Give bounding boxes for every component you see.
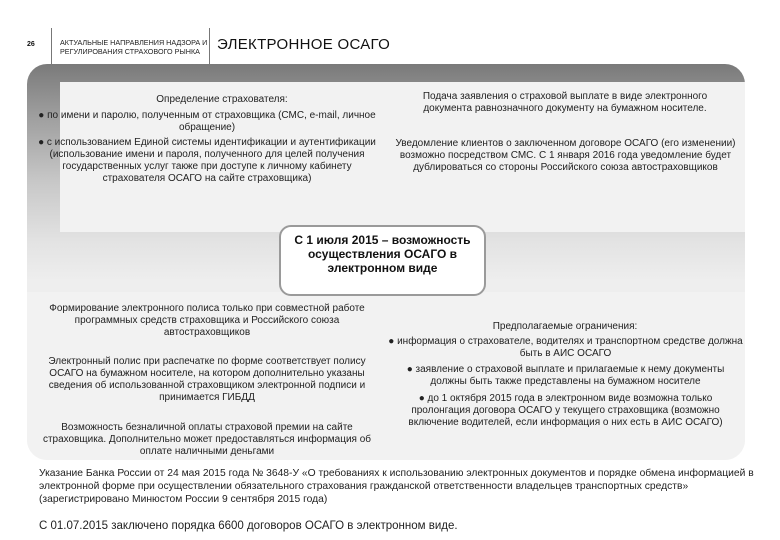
page-number: 26 [27, 41, 35, 48]
bottom-right-bullet-2: ● заявление о страховой выплате и прилагаемые к нему документы должны быть также представлены на бумажном носителе [406, 364, 725, 387]
regulation-reference: Указание Банка России от 24 мая 2015 года № 3648-У «О требованиях к использованию электронных документов и порядке обмена информацией в электронной форме при осуществлении обязательного страхования гражданской ответственности владельцев транспортных средств» (зарегистрировано Минюстом России 9 сентября 2015 года) [39, 468, 754, 505]
section-title [60, 38, 210, 56]
top-left-bullet-2: ● с использованием Единой системы идентификации и аутентификации (использование имени и пароля, полученного для целей получения государственных услуг также при доступе к личному кабинету страхователя ОСАГО на сайте страховщика) [38, 137, 376, 184]
top-right-para-1: Подача заявления о страховой выплате в виде электронного документа равнозначного документу на бумажном носителе. [422, 91, 708, 114]
section-title-line2: РЕГУЛИРОВАНИЯ СТРАХОВОГО РЫНКА [60, 47, 200, 56]
bottom-right-heading: Предполагаемые ограничения: [492, 321, 638, 332]
bottom-right-bullet-1: ● информация о страхователе, водителях и транспортном средстве должна быть в АИС ОСАГО [388, 336, 743, 359]
header-divider-left [51, 28, 52, 64]
section-title-line1: АКТУАЛЬНЫЕ НАПРАВЛЕНИЯ НАДЗОРА И [60, 38, 208, 47]
bottom-left-para-1: Формирование электронного полиса только при совместной работе программных средств страховщика и Российского союза автостраховщиков [49, 303, 365, 338]
top-right-para-2: Уведомление клиентов о заключенном договоре ОСАГО (его изменении) возможно посредством СМС. С 1 января 2016 года уведомление будет дублироваться со стороны Российского союза автостраховщиков [395, 138, 736, 173]
bottom-right-bullet-3: ● до 1 октября 2015 года в электронном виде возможна только пролонгация договора ОСАГО у текущего страховщика (возможно включение водителей, если информация о них есть в АИС ОСАГО) [408, 393, 723, 428]
bottom-left-para-3: Возможность безналичной оплаты страховой премии на сайте страховщика. Дополнительно может предоставляться информация об оплате наличными деньгами [42, 422, 372, 457]
bottom-left-para-2: Электронный полис при распечатке по форме соответствует полису ОСАГО на бумажном носителе, на котором дополнительно указаны сведения об использованной страховщиком электронной подписи и принимается ГИБДД [48, 356, 366, 403]
contracts-statistic: С 01.07.2015 заключено порядка 6600 договоров ОСАГО в электронном виде. [39, 520, 458, 532]
center-callout: С 1 июля 2015 – возможность осуществления ОСАГО в электронном виде [279, 225, 486, 296]
header-divider-right [209, 28, 210, 64]
top-left-heading: Определение страхователя: [156, 94, 288, 105]
page-title: ЭЛЕКТРОННОЕ ОСАГО [217, 36, 391, 53]
top-left-bullet-1: ● по имени и паролю, полученным от страховщика (СМС, e-mail, личное обращение) [38, 110, 376, 133]
